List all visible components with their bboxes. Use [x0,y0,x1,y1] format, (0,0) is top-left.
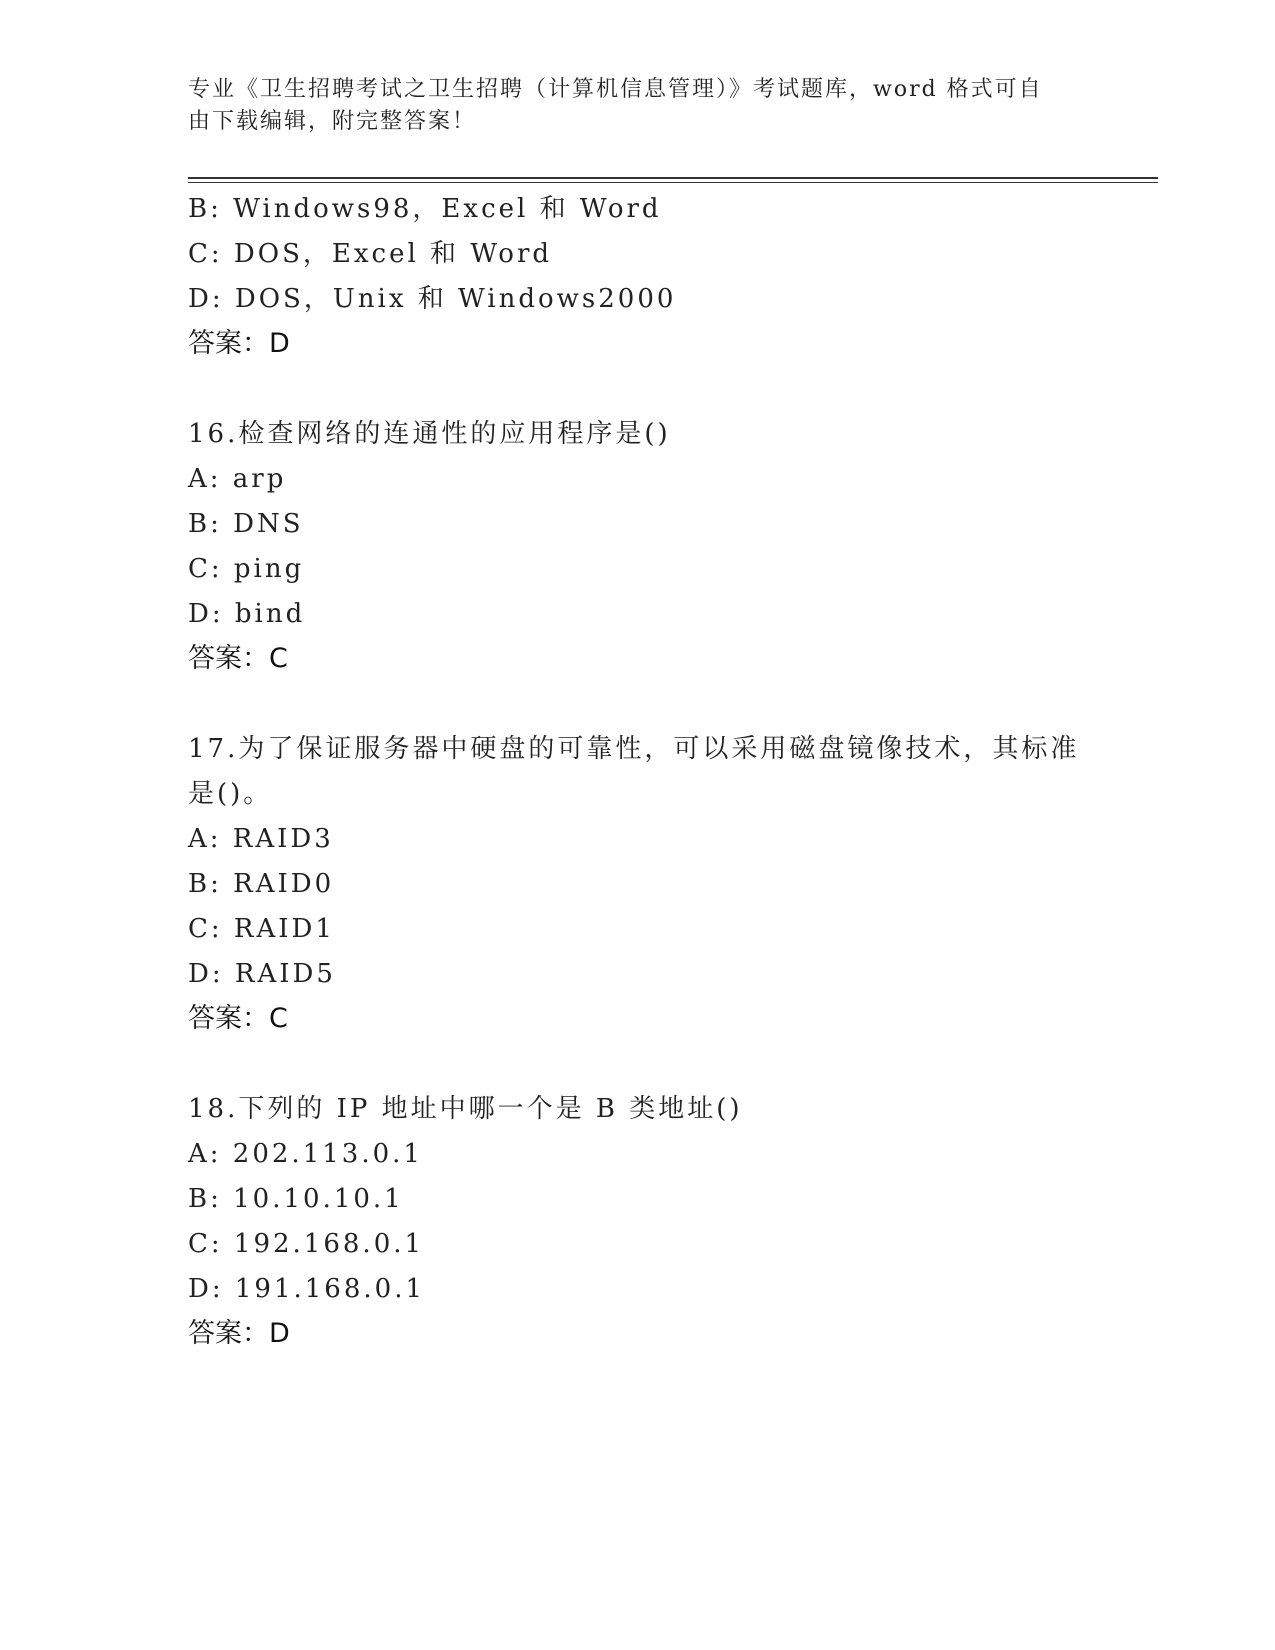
q15-option-c: C: DOS，Excel 和 Word [188,239,553,269]
q17-question-line-2: 是()。 [188,779,273,809]
header-line-1: 专业《卫生招聘考试之卫生招聘（计算机信息管理）》考试题库，word 格式可自 [188,77,1043,102]
q17-option-a: A: RAID3 [188,824,334,854]
q15-answer: 答案：D [188,328,290,359]
q16-option-d: D: bind [188,599,306,629]
q18-option-a: A: 202.113.0.1 [188,1139,423,1169]
q18-option-b: B: 10.10.10.1 [188,1184,404,1214]
q18-answer: 答案：D [188,1318,290,1349]
header-divider-thick [188,177,1158,179]
q18-option-c: C: 192.168.0.1 [188,1229,425,1259]
q16-answer: 答案：C [188,643,288,674]
q16-option-a: A: arp [188,464,287,494]
q17-option-d: D: RAID5 [188,959,336,989]
q18-question: 18.下列的 IP 地址中哪一个是 B 类地址() [188,1094,743,1124]
q17-question-line-1: 17.为了保证服务器中硬盘的可靠性，可以采用磁盘镜像技术，其标准 [188,734,1080,764]
q17-option-b: B: RAID0 [188,869,335,899]
q15-option-d: D: DOS，Unix 和 Windows2000 [188,284,677,314]
header-line-2: 由下载编辑，附完整答案！ [188,109,477,134]
document-header [188,74,1068,138]
q18-option-d: D: 191.168.0.1 [188,1274,425,1304]
q17-answer: 答案：C [188,1003,288,1034]
q16-option-c: C: ping [188,554,305,584]
q16-option-b: B: DNS [188,509,304,539]
q15-option-b: B: Windows98，Excel 和 Word [188,194,662,224]
q16-question: 16.检查网络的连通性的应用程序是() [188,419,671,449]
header-divider-thin [188,182,1158,183]
q17-option-c: C: RAID1 [188,914,335,944]
